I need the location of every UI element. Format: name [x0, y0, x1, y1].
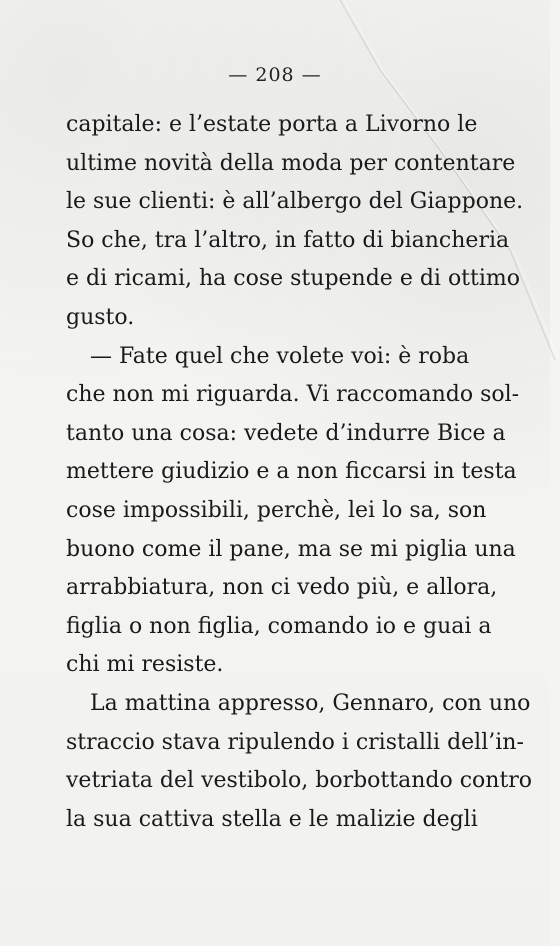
text-line: ultime novità della moda per contentare: [66, 150, 516, 176]
text-line: buono come il pane, ma se mi piglia una: [66, 536, 516, 562]
text-line: tanto una cosa: vedete d’indurre Bice a: [66, 420, 506, 446]
text-line: vetriata del vestibolo, borbottando contro: [66, 768, 533, 794]
text-line: la sua cattiva stella e le malizie degli: [66, 806, 478, 832]
text-line: — Fate quel che volete voi: è roba: [90, 343, 470, 369]
text-line: La mattina appresso, Gennaro, con uno: [90, 690, 531, 716]
text-line: gusto.: [66, 304, 135, 330]
text-line: arrabbiatura, non ci vedo più, e allora,: [66, 575, 498, 601]
text-line: mettere giudizio e a non ficcarsi in testa: [66, 459, 517, 485]
text-line: capitale: e l’estate porta a Livorno le: [66, 112, 478, 137]
text-line: che non mi riguarda. Vi raccomando sol-: [66, 382, 520, 408]
text-line: straccio stava ripulendo i cristalli dell’in-: [66, 729, 524, 755]
text-line: cose impossibili, perchè, lei lo sa, son: [66, 497, 487, 523]
page-number: — 208 —: [228, 64, 322, 86]
text-line: le sue clienti: è all’albergo del Giappone.: [66, 189, 524, 215]
text-line: figlia o non figlia, comando io e guai a: [66, 613, 492, 639]
text-line: chi mi resiste.: [66, 652, 224, 678]
text-line: So che, tra l’altro, in fatto di biancheria: [66, 227, 510, 253]
body-text: [66, 106, 533, 839]
text-line: e di ricami, ha cose stupende e di ottimo: [66, 266, 521, 292]
